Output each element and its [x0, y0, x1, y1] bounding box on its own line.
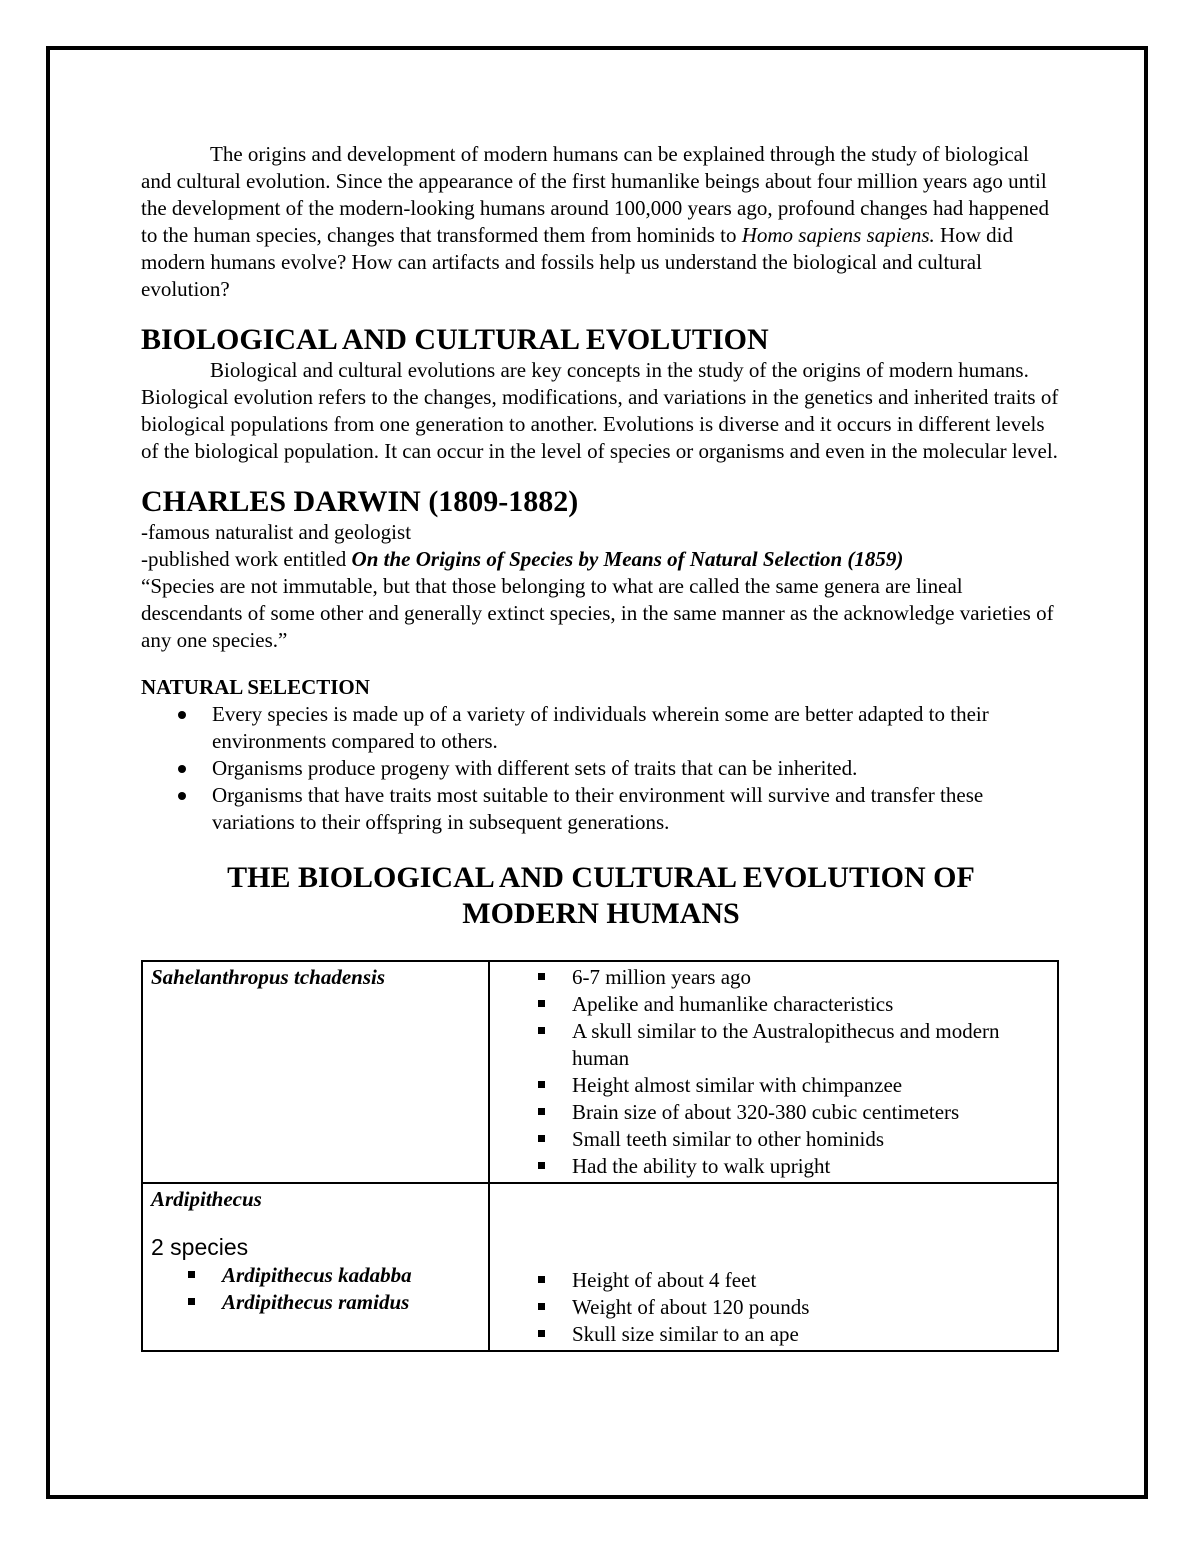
list-item: Had the ability to walk upright [572, 1153, 1049, 1180]
species-count: 2 species [151, 1234, 249, 1260]
intro-italic-term: Homo sapiens sapiens. [741, 223, 935, 247]
list-item: Brain size of about 320-380 cubic centimeters [572, 1099, 1049, 1126]
section-heading-darwin: CHARLES DARWIN (1809-1882) [141, 485, 579, 518]
table-section-heading [141, 860, 1061, 932]
species-list [151, 1262, 480, 1316]
species-name-cell [142, 961, 489, 1183]
book-title: On the Origins of Species by Means of Natural Selection (1859) [351, 547, 904, 571]
traits-cell [489, 1183, 1058, 1351]
natural-selection-heading: NATURAL SELECTION [141, 675, 370, 699]
evolution-table [141, 960, 1059, 1352]
species-name-cell [142, 1183, 489, 1351]
published-prefix: -published work entitled [141, 547, 352, 571]
traits-list [498, 1267, 1049, 1348]
list-item: Apelike and humanlike characteristics [572, 991, 1049, 1018]
list-item: Skull size similar to an ape [572, 1321, 1049, 1348]
heading-line-2: MODERN HUMANS [462, 897, 740, 930]
darwin-quote: “Species are not immutable, but that those belonging to what are called the same genera are lineal descendants of some other and generally extinct species, in the same manner as the acknowledge varieties of any one species.” [141, 574, 1054, 652]
natural-selection-list [141, 701, 1061, 836]
darwin-line-naturalist: -famous naturalist and geologist [141, 520, 412, 544]
document-body [141, 141, 1061, 1352]
traits-cell [489, 961, 1058, 1183]
darwin-line-published [141, 546, 1061, 573]
list-item: A skull similar to the Australopithecus and modern human [572, 1018, 1049, 1072]
table-row [142, 1183, 1058, 1351]
list-item: Height almost similar with chimpanzee [572, 1072, 1049, 1099]
heading-line-1: THE BIOLOGICAL AND CULTURAL EVOLUTION OF [227, 861, 975, 894]
intro-paragraph [141, 141, 1061, 303]
list-item: Height of about 4 feet [572, 1267, 1049, 1294]
list-item: Organisms produce progeny with different sets of traits that can be inherited. [212, 755, 1061, 782]
traits-list [498, 964, 1049, 1180]
list-item: Every species is made up of a variety of individuals wherein some are better adapted to their environments compared to others. [212, 701, 1061, 755]
intro-text-end: How did modern humans evolve? How can artifacts and fossils help us understand the biological and cultural evolution? [141, 223, 1013, 301]
intro-text: The origins and development of modern humans can be explained through the study of biological and cultural evolution. Since the appearance of the first humanlike beings about four million years ago until the development of the modern-looking humans around 100,000 years ago, profound changes had happened to the human species, changes that transformed them from hominids to [141, 142, 1050, 247]
list-item: Weight of about 120 pounds [572, 1294, 1049, 1321]
list-item: 6-7 million years ago [572, 964, 1049, 991]
list-item: Ardipithecus ramidus [222, 1289, 480, 1316]
list-item: Small teeth similar to other hominids [572, 1126, 1049, 1153]
evolution-paragraph: Biological and cultural evolutions are key concepts in the study of the origins of modern humans. Biological evolution refers to the changes, modifications, and variations in the genetics and inherited traits of biological populations from one generation to another. Evolutions is diverse and it occurs in different levels of the biological population. It can occur in the level of species or organisms and even in the molecular level. [141, 358, 1059, 463]
section-heading-evolution: BIOLOGICAL AND CULTURAL EVOLUTION [141, 323, 769, 356]
list-item: Ardipithecus kadabba [222, 1262, 480, 1289]
table-row [142, 961, 1058, 1183]
species-name: Sahelanthropus tchadensis [151, 965, 385, 989]
list-item: Organisms that have traits most suitable to their environment will survive and transfer these variations to their offspring in subsequent generations. [212, 782, 1061, 836]
species-name: Ardipithecus [151, 1187, 262, 1211]
